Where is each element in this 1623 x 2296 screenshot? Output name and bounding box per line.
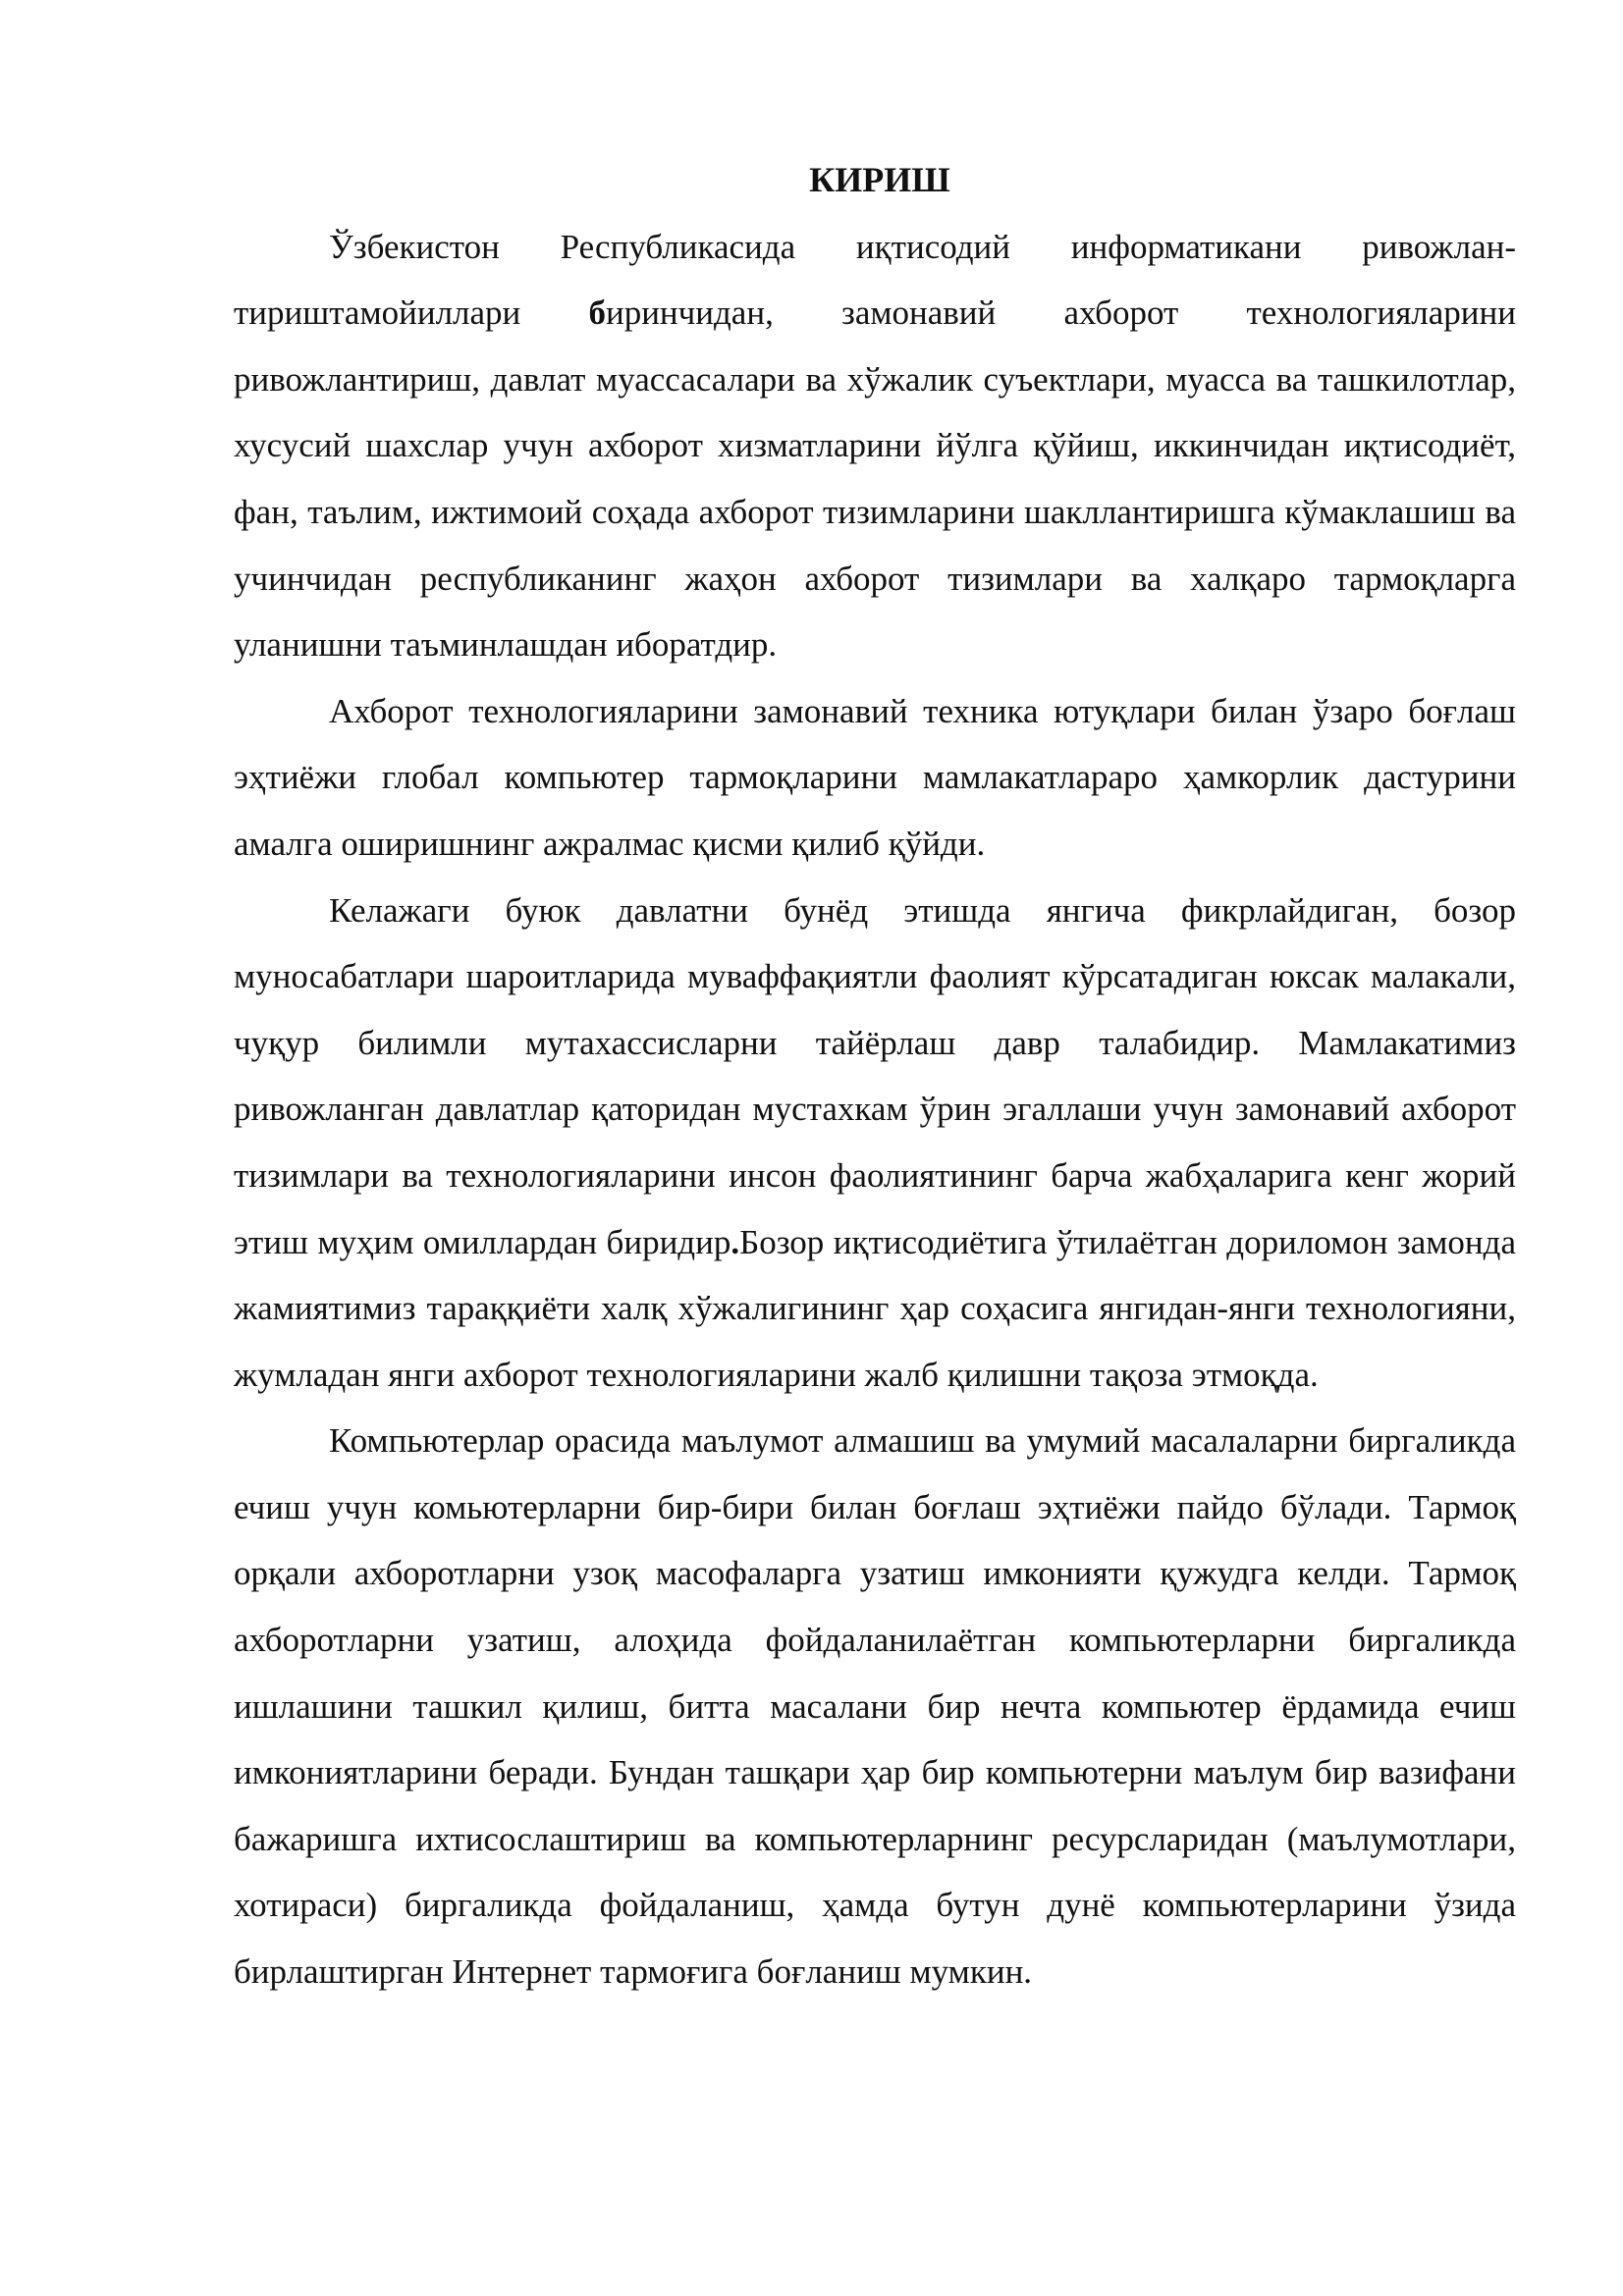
paragraph-text: Бозор иқтисодиётига ўтилаётган дориломон замонда жамиятимиз тараққиёти халқ хўжалигининг ҳар соҳасига янгидан-янги технологияни, жумладан янги ахборот технологияларини жалб қилишни тақоза этмоқда. [234, 1222, 1516, 1394]
paragraph-networks: Компьютерлар орасида маълумот алмашиш ва умумий масалаларни биргаликда ечиш учун комьютерларни бир-бири билан боғлаш эҳтиёжи пайдо бўлади. Тармоқ орқали ахборотларни узоқ масофаларга узатиш имконияти қужудга келди. Тармоқ ахборотларни узатиш, алоҳида фойдаланилаётган компьютерларни биргаликда ишлашини ташкил қилиш, битта масалани бир нечта компьютер ёрдамида ечиш имкониятларини беради. Бундан ташқари ҳар бир компьютерни маълум бир вазифани бажаришга ихтисослаштириш ва компьютерларнинг ресурсларидан (маълумотлари, хотираси) биргаликда фойдаланиш, ҳамда бутун дунё компьютерларини ўзида бирлаштирган Интернет тармоғига боғланиш мумкин. [234, 1421, 1516, 1992]
paragraph-technologies: Ахборот технологияларини замонавий техника ютуқлари билан ўзаро боғлаш эҳтиёжи глобал компьютер тармоқларини мамлакатлараро ҳамкорлик дастурини амалга оширишнинг ажралмас қисми қилиб қўйди. [234, 691, 1516, 863]
bold-period: . [730, 1222, 740, 1261]
bold-letter: б [588, 294, 606, 333]
paragraph-future [234, 878, 1516, 1409]
paragraph-text: Келажаги буюк давлатни бунёд этишда янгича фикрлайдиган, бозор муносабатлари шароитларида муваффақиятли фаолият кўрсатадиган юксак малакали, чуқур билимли мутахассисларни тайёрлаш давр талабидир. Мамлакатимиз ривожланган давлатлар қаторидан мустахкам ўрин эгаллаши учун замонавий ахборот тизимлари ва технологияларини инсон фаолиятининг барча жабҳаларига кенг жорий этиш муҳим омиллардан биридир [234, 890, 1516, 1261]
paragraph-text: Ўзбекистон Республикасида иқтисодий информатикани ривожлан-тириштамойиллари [234, 227, 1516, 333]
paragraph-principles [234, 214, 1516, 678]
paragraph-text: иринчидан, замонавий ахборот технологияларини ривожлантириш, давлат муассасалари ва хўжалик суъектлари, муасса ва ташкилотлар, хусусий шахслар учун ахборот хизматларини йўлга қўйиш, иккинчидан иқтисодиёт, фан, таълим, ижтимоий соҳада ахборот тизимларини шакллантиришга кўмаклашиш ва учинчидан республиканинг жаҳон ахборот тизимлари ва халқаро тармоқларга уланишни таъминлашдан иборатдир. [234, 294, 1516, 665]
document-body [234, 147, 1516, 2005]
document-title: КИРИШ [809, 160, 950, 199]
